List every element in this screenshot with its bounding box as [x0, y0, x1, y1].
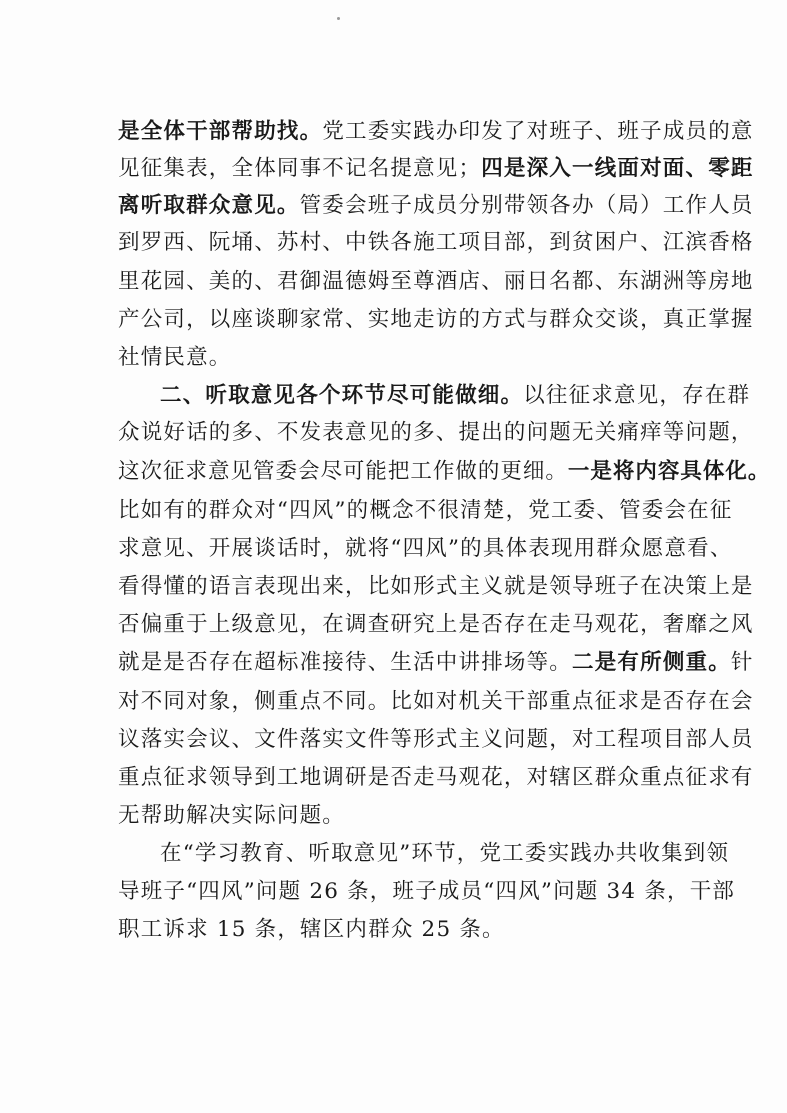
text-line — [118, 535, 733, 563]
text-segment: 导班子“四风”问题 26 条，班子成员“四风”问题 34 条，干部 — [118, 879, 736, 904]
text-segment: 社情民意。 — [118, 345, 232, 370]
text-segment: 职工诉求 15 条，辖区内群众 25 条。 — [118, 917, 505, 942]
text-line — [118, 419, 754, 447]
bold-text-segment: 离听取群众意见。 — [118, 193, 300, 218]
text-line — [118, 916, 505, 944]
text-line — [118, 611, 754, 639]
text-segment: 求意见、开展谈话时，就将“四风”的具体表现用群众愿意看、 — [118, 536, 733, 561]
text-line — [118, 192, 754, 220]
text-line — [118, 726, 754, 754]
text-segment: 管委会班子成员分别带领各办（局）工作人员 — [299, 193, 754, 218]
text-segment: 党工委实践办印发了对班子、班子成员的意 — [322, 119, 754, 144]
text-line — [118, 344, 232, 372]
text-line — [118, 155, 754, 183]
text-segment: 到罗西、阮埇、苏村、中铁各施工项目部，到贫困户、江滨香格 — [118, 230, 754, 255]
text-segment: 产公司，以座谈聊家常、实地走访的方式与群众交谈，真正掌握 — [118, 307, 754, 332]
text-segment: 无帮助解决实际问题。 — [118, 803, 346, 828]
text-line — [118, 458, 770, 486]
text-segment: 看得懂的语言表现出来，比如形式主义就是领导班子在决策上是 — [118, 574, 754, 599]
text-line — [118, 229, 754, 257]
text-segment: 里花园、美的、君御温德姆至尊酒店、丽日名都、东湖洲等房地 — [118, 269, 754, 294]
text-segment: 否偏重于上级意见，在调查研究上是否存在走马观花，奢靡之风 — [118, 612, 754, 637]
text-line — [118, 573, 754, 601]
text-line — [160, 840, 729, 868]
text-segment: 针 — [730, 650, 754, 675]
text-line — [118, 497, 733, 525]
bold-text-segment: 是全体干部帮助找。 — [118, 119, 323, 144]
bold-text-segment: 二是有所侧重。 — [572, 650, 731, 675]
text-segment: 这次征求意见管委会尽可能把工作做的更细。 — [118, 459, 568, 484]
text-segment: 重点征求领导到工地调研是否走马观花，对辖区群众重点征求有 — [118, 765, 754, 790]
text-segment: 就是是否存在超标准接待、生活中讲排场等。 — [118, 650, 573, 675]
text-line — [118, 764, 754, 792]
text-segment: 比如有的群众对“四风”的概念不很清楚，党工委、管委会在征 — [118, 498, 733, 523]
text-line — [118, 268, 754, 296]
text-line — [118, 688, 754, 716]
text-line — [118, 802, 345, 830]
text-segment: 在“学习教育、听取意见”环节，党工委实践办共收集到领 — [160, 841, 730, 866]
text-segment: 对不同对象，侧重点不同。比如对机关干部重点征求是否存在会 — [118, 689, 754, 714]
bold-text-segment: 一是将内容具体化。 — [567, 459, 771, 484]
text-line — [160, 382, 750, 410]
text-line — [118, 649, 754, 677]
text-line — [118, 306, 754, 334]
text-segment: 以往征求意见，存在群 — [523, 383, 751, 408]
scan-speck — [337, 17, 340, 20]
text-line — [118, 118, 754, 146]
text-segment: 见征集表，全体同事不记名提意见； — [118, 156, 482, 181]
text-segment: 议落实会议、文件落实文件等形式主义问题，对工程项目部人员 — [118, 727, 754, 752]
bold-text-segment: 四是深入一线面对面、零距 — [481, 156, 754, 181]
text-segment: 众说好话的多、不发表意见的多、提出的问题无关痛痒等问题， — [118, 420, 754, 445]
bold-text-segment: 二、听取意见各个环节尽可能做细。 — [160, 383, 524, 408]
text-line — [118, 878, 735, 906]
